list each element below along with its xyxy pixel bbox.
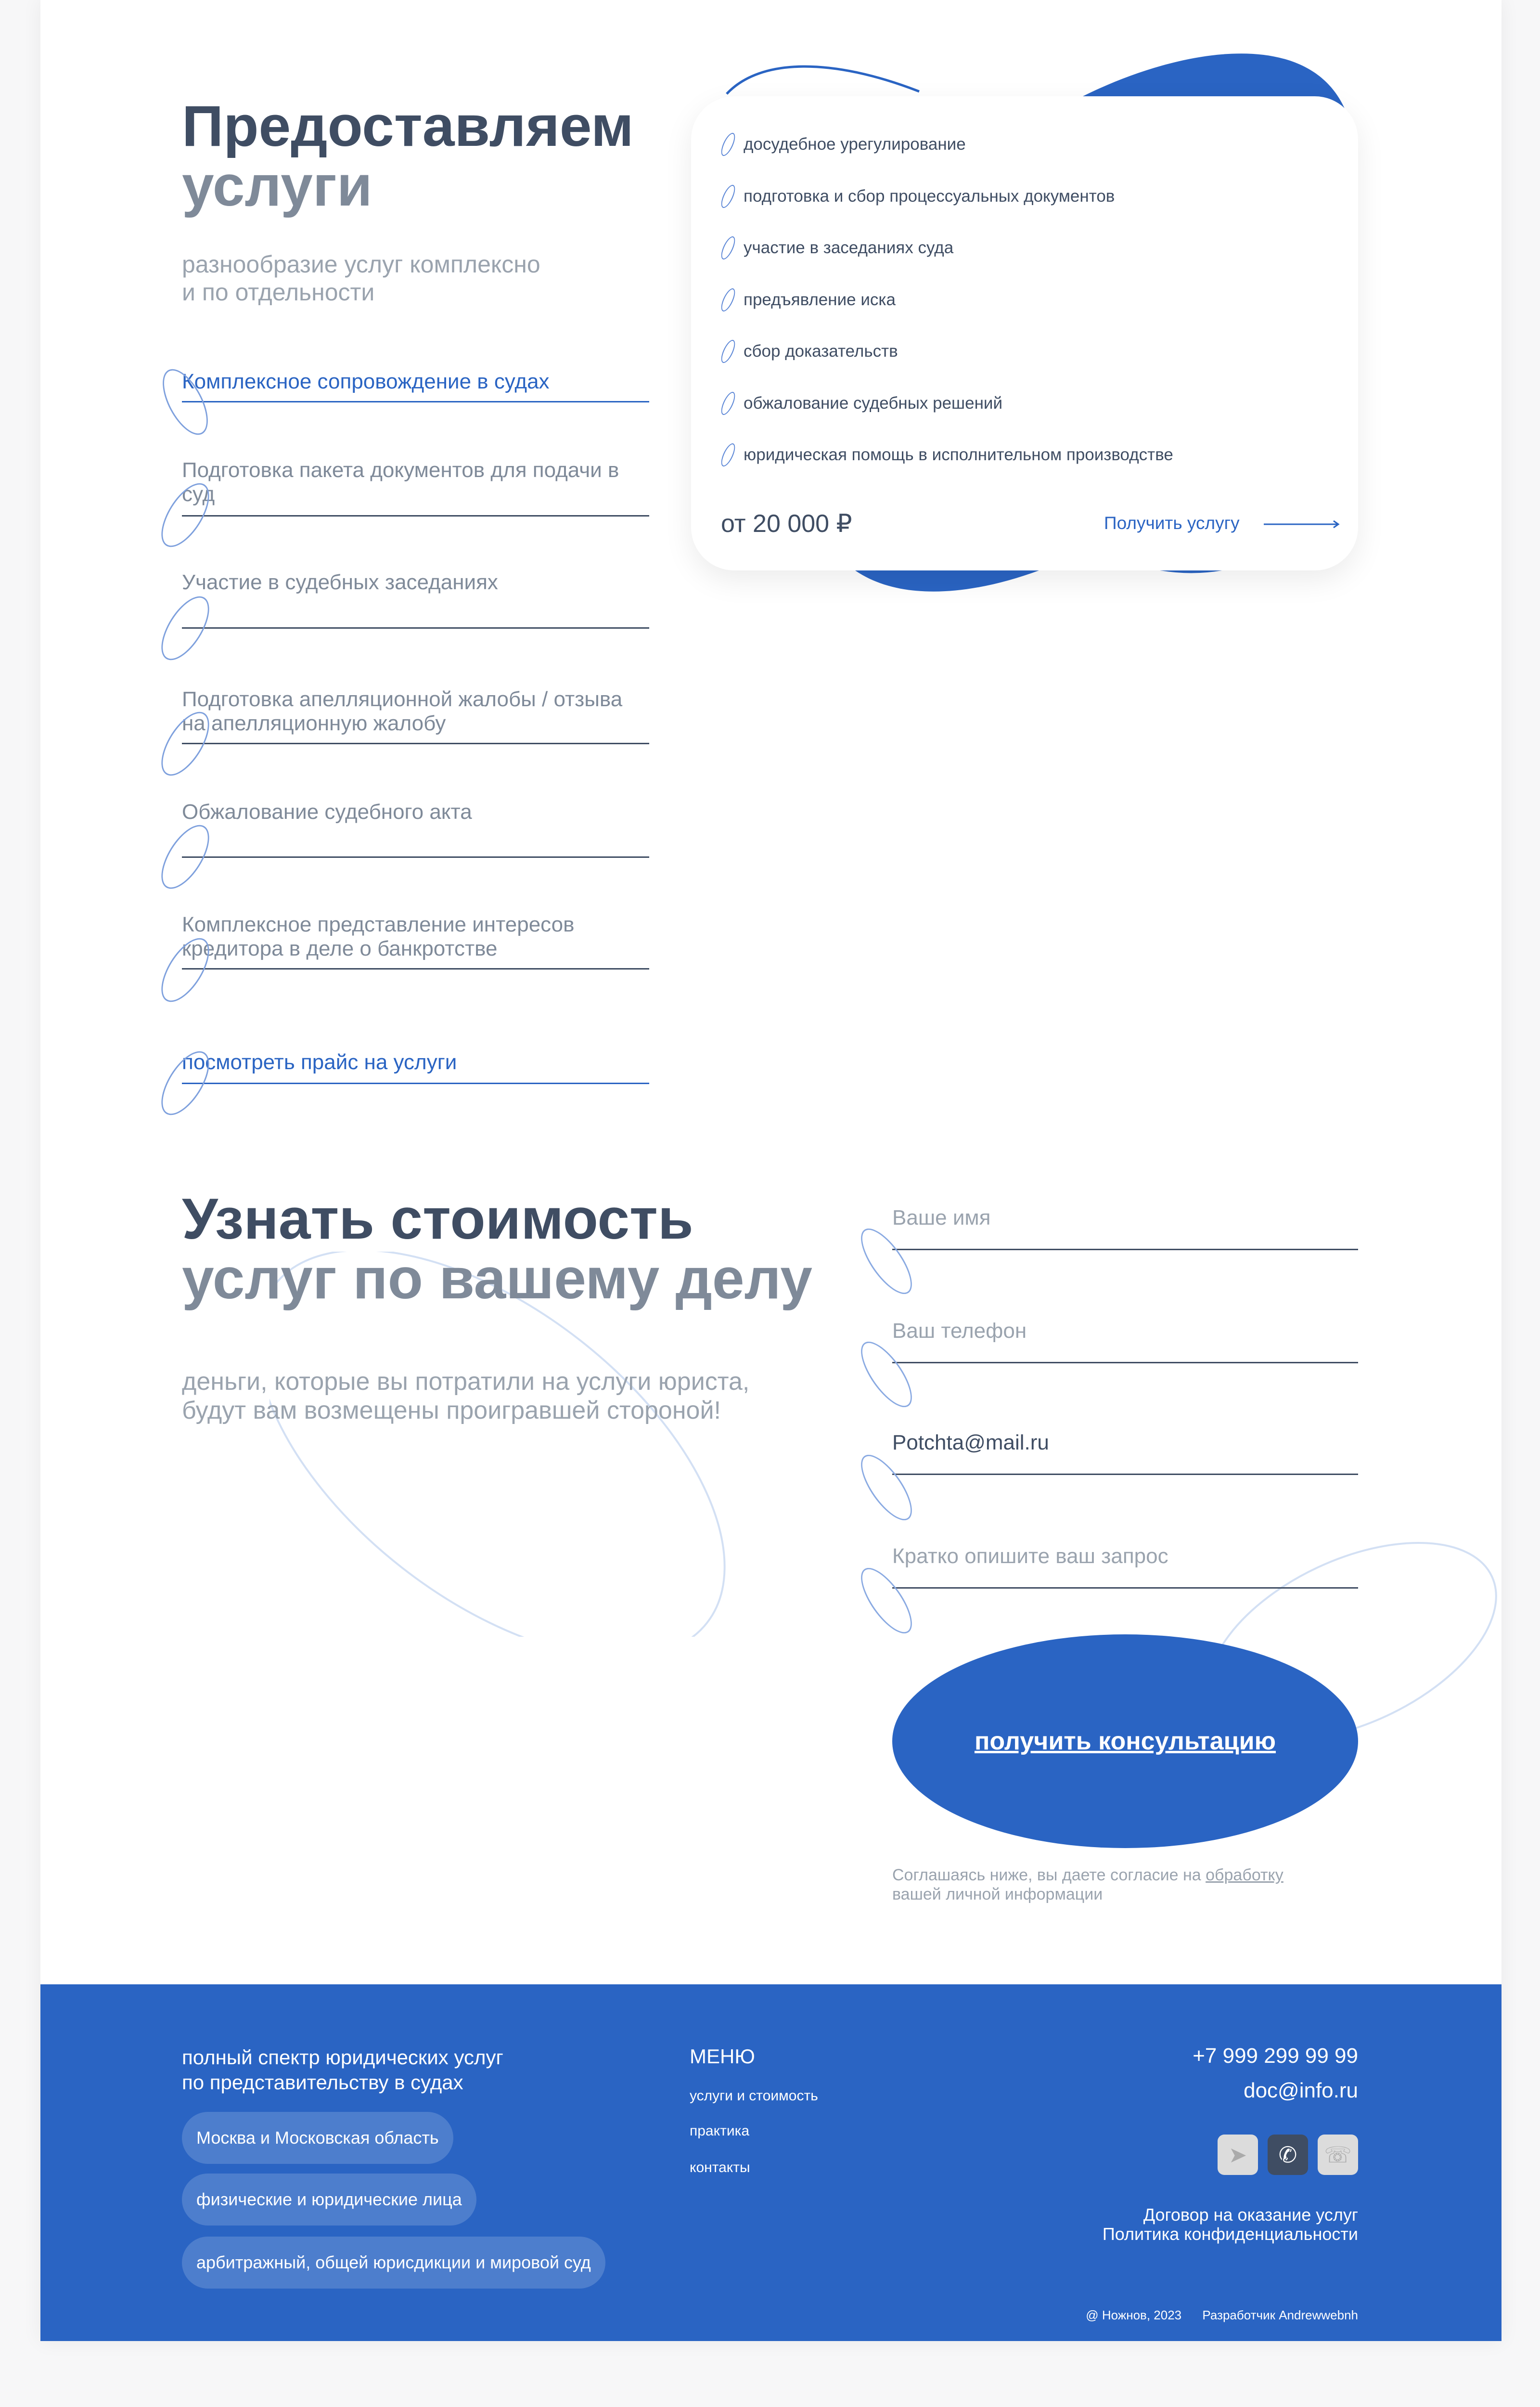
privacy-link[interactable]: Политика конфиденциальности	[1102, 2224, 1358, 2244]
telegram-icon[interactable]: ➤	[1218, 2135, 1258, 2175]
service-item-appeal[interactable]: Подготовка апелляционной жалобы / отзыва на апелляционную жалобу	[182, 687, 649, 744]
card-item: обжалование судебных решений	[744, 394, 1002, 413]
title-line-2: услуг по вашему делу	[182, 1246, 812, 1311]
chip-region: Москва и Московская область	[182, 2112, 453, 2164]
name-input[interactable]: Ваше имя	[892, 1206, 1358, 1250]
service-item-hearings[interactable]: Участие в судебных заседаниях	[182, 570, 649, 629]
price-list-link[interactable]: посмотреть прайс на услуги	[182, 1050, 649, 1084]
get-service-link[interactable]	[1104, 513, 1341, 533]
whatsapp-icon[interactable]: ✆	[1268, 2135, 1308, 2175]
footer-credits	[1086, 2308, 1358, 2323]
request-input[interactable]: Кратко опишите ваш запрос	[892, 1544, 1358, 1589]
card-item: подготовка и сбор процессуальных документов	[744, 187, 1115, 206]
oval-bullet-icon	[719, 286, 738, 313]
title-line-1: Узнать стоимость	[182, 1187, 693, 1251]
cost-title	[182, 1187, 812, 1311]
footer	[40, 1984, 1502, 2341]
card-item: участие в заседаниях суда	[744, 238, 953, 258]
oval-bullet-icon	[719, 131, 738, 158]
title-line-1: Предоставляем	[182, 94, 634, 158]
menu-item-practice[interactable]: практика	[690, 2123, 750, 2139]
email-input[interactable]: Potchta@mail.ru	[892, 1431, 1358, 1475]
service-item-judicial-act[interactable]: Обжалование судебного акта	[182, 800, 649, 858]
arrow-right-icon	[1264, 519, 1341, 529]
menu-title: МЕНЮ	[690, 2045, 755, 2068]
price: от 20 000 ₽	[721, 510, 852, 538]
card-item: сбор доказательств	[744, 342, 898, 361]
services-card	[691, 96, 1358, 570]
service-item-bankruptcy[interactable]: Комплексное представление интересов кредитора в деле о банкротстве	[182, 913, 649, 970]
phone-input[interactable]: Ваш телефон	[892, 1319, 1358, 1363]
chip-courts: арбитражный, общей юрисдикции и мировой суд	[182, 2237, 605, 2289]
consent-text: Соглашаясь ниже, вы даете согласие на обработку вашей личной информации	[892, 1866, 1283, 1903]
oval-bullet-icon	[719, 441, 738, 468]
card-item: досудебное урегулирование	[744, 135, 966, 154]
oval-bullet-icon	[719, 338, 738, 365]
card-item: юридическая помощь в исполнительном производстве	[744, 445, 1173, 465]
contract-link[interactable]: Договор на оказание услуг	[1143, 2205, 1358, 2225]
services-title	[182, 96, 634, 216]
footer-tagline: полный спектр юридических услуг по представительству в судах	[182, 2046, 503, 2094]
consent-link[interactable]: обработку	[1206, 1866, 1283, 1884]
service-item-complex[interactable]: Комплексное сопровождение в судах	[182, 370, 649, 402]
developer-credit[interactable]: Разработчик Andrewwebnh	[1202, 2308, 1358, 2322]
email-link[interactable]: doc@info.ru	[1244, 2079, 1358, 2102]
copyright: @ Ножнов, 2023	[1086, 2308, 1182, 2322]
phone-link[interactable]: +7 999 299 99 99	[1193, 2044, 1358, 2068]
chip-clients: физические и юридические лица	[182, 2174, 476, 2226]
menu-item-contacts[interactable]: контакты	[690, 2160, 750, 2175]
oval-bullet-icon	[719, 234, 738, 261]
oval-bullet-icon	[719, 390, 738, 417]
service-item-documents[interactable]: Подготовка пакета документов для подачи в суд	[182, 458, 649, 517]
submit-consultation-button[interactable]: получить консультацию	[892, 1634, 1358, 1848]
cost-subtitle: деньги, которые вы потратили на услуги юриста, будут вам возмещены проигравшей стороной!	[182, 1368, 750, 1424]
card-item: предъявление иска	[744, 290, 896, 310]
oval-bullet-icon	[719, 183, 738, 210]
menu-item-services[interactable]: услуги и стоимость	[690, 2088, 818, 2104]
get-service-label: Получить услугу	[1104, 513, 1240, 533]
viber-icon[interactable]: ☏	[1318, 2135, 1358, 2175]
title-line-2: услуги	[182, 154, 372, 218]
services-subtitle: разнообразие услуг комплексно и по отдельности	[182, 251, 540, 306]
